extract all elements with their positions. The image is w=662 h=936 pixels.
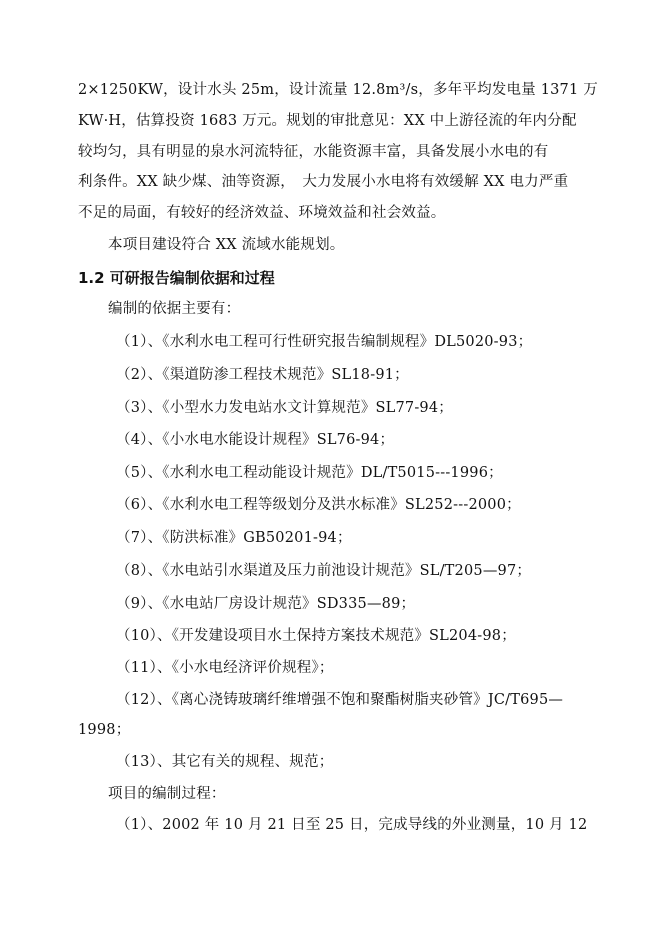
basis-item-13: （13）、其它有关的规程、规范； (116, 754, 334, 770)
basis-item-5: （5）、《水利水电工程动能设计规范》DL/T5015---1996； (116, 465, 503, 481)
basis-item-12-continued: 1998； (78, 722, 131, 738)
process-intro: 项目的编制过程： (108, 786, 226, 802)
basis-item-8: （8）、《水电站引水渠道及压力前池设计规范》SL/T205—97； (116, 563, 532, 579)
basis-item-4: （4）、《小水电水能设计规程》SL76-94； (116, 432, 395, 448)
basis-item-11: （11）、《小水电经济评价规程》； (116, 660, 334, 676)
basis-item-6: （6）、《水利水电工程等级划分及洪水标准》SL252---2000； (116, 497, 521, 513)
intro-line-2: KW·H，估算投资 1683 万元。规划的审批意见：XX 中上游径流的年内分配 (78, 113, 577, 129)
basis-item-1: （1）、《水利水电工程可行性研究报告编制规程》DL5020-93； (116, 334, 533, 350)
intro-line-4: 利条件。XX 缺少煤、油等资源， 大力发展小水电将有效缓解 XX 电力严重 (78, 174, 569, 190)
basis-item-10: （10）、《开发建设项目水土保持方案技术规范》SL204-98； (116, 628, 516, 644)
basis-item-9: （9）、《水电站厂房设计规范》SD335—89； (116, 596, 416, 612)
section-heading: 1.2 可研报告编制依据和过程 (78, 269, 275, 287)
basis-item-12: （12）、《离心浇铸玻璃纤维增强不饱和聚酯树脂夹砂管》JC/T695— (116, 692, 564, 708)
intro-line-3: 较均匀，具有明显的泉水河流特征，水能资源丰富，具备发展小水电的有 (78, 144, 549, 160)
basis-intro: 编制的依据主要有： (108, 301, 241, 317)
intro-line-1: 2×1250KW，设计水头 25m，设计流量 12.8m³/s，多年平均发电量 1371 万 (78, 82, 598, 98)
basis-item-2: （2）、《渠道防渗工程技术规范》SL18-91； (116, 367, 409, 383)
process-item-1: （1）、2002 年 10 月 21 日至 25 日，完成导线的外业测量，10 月 12 (116, 817, 588, 833)
basis-item-3: （3）、《小型水力发电站水文计算规范》SL77-94； (116, 400, 453, 416)
basis-item-7: （7）、《防洪标准》GB50201-94； (116, 530, 352, 546)
intro-paragraph-2: 本项目建设符合 XX 流域水能规划。 (108, 237, 345, 253)
intro-line-5: 不足的局面，有较好的经济效益、环境效益和社会效益。 (78, 205, 446, 221)
